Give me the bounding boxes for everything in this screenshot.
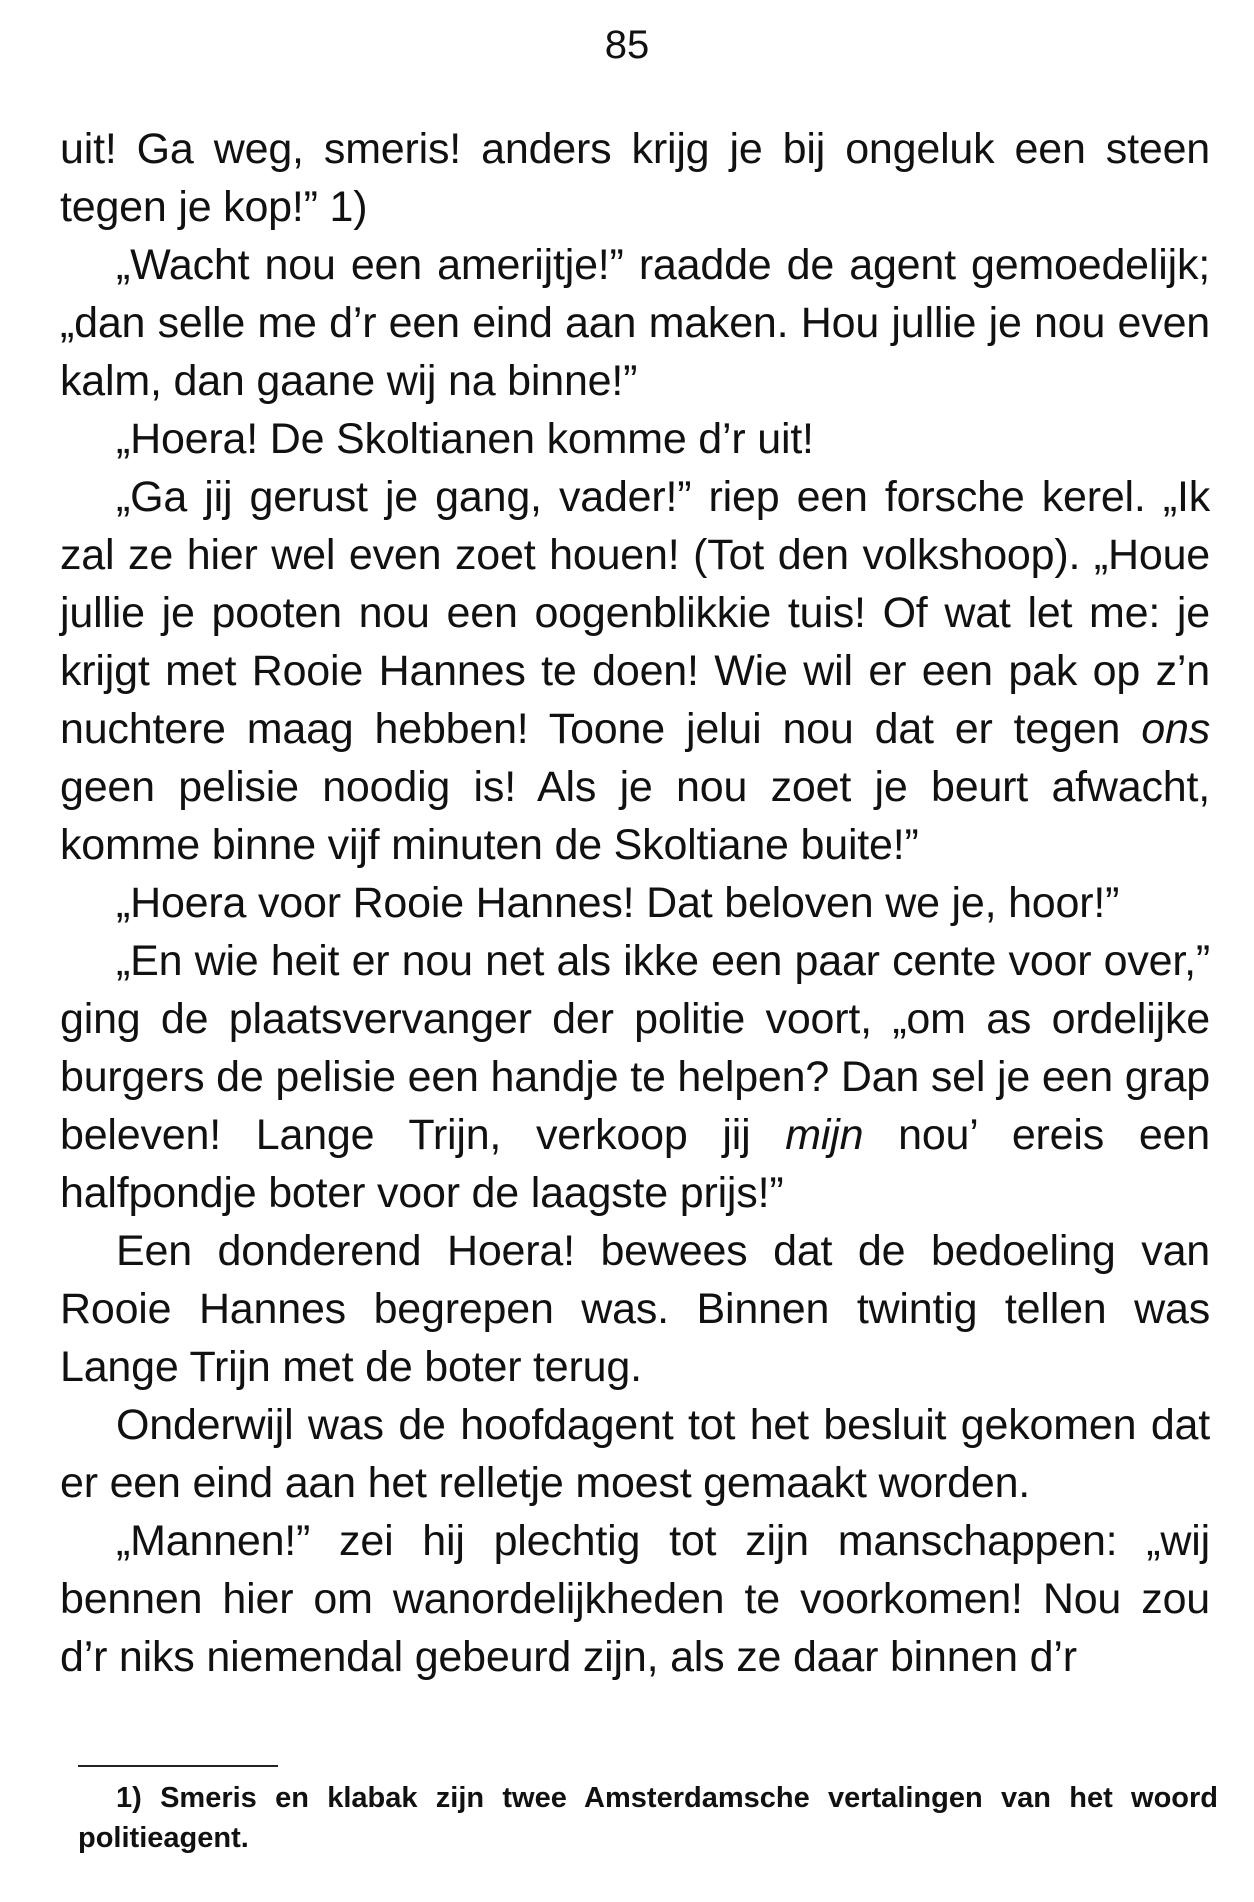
body-text — [60, 120, 1210, 1686]
paragraph — [60, 932, 1210, 1222]
paragraph-text: Onderwijl was de hoofdagent tot het besluit gekomen dat er een eind aan het relletje moest gemaakt worden. — [60, 1401, 1210, 1507]
footnote-rule — [78, 1765, 278, 1767]
paragraph — [60, 468, 1210, 874]
paragraph — [60, 236, 1210, 410]
emphasized-text: ons — [1141, 705, 1210, 753]
paragraph — [60, 1222, 1210, 1396]
paragraph-text: „Ga jij gerust je gang, vader!” riep een forsche kerel. „Ik zal ze hier wel even zoet houen! (Tot den volkshoop). „Houe jullie je pooten nou een oogenblikkie tuis! Of wat let me: je krijgt met Rooie Hannes te doen! Wie wil er een pak op z’n nuchtere maag hebben! Toone jelui nou dat er tegen — [60, 473, 1210, 753]
footnote: 1) Smeris en klabak zijn twee Amsterdamsche vertalingen van het woord politieagent. — [78, 1782, 1218, 1854]
paragraph-text: nou’ ereis een halfpondje boter voor de laagste prijs!” — [60, 1111, 1210, 1217]
page-number: 85 — [604, 23, 650, 67]
paragraph-text: geen pelisie noodig is! Als je nou zoet je beurt afwacht, komme binne vijf minuten de Skoltiane buite!” — [60, 763, 1210, 869]
paragraph — [60, 120, 1210, 236]
paragraph — [60, 410, 1210, 468]
emphasized-text: mijn — [785, 1111, 864, 1159]
paragraph-text: „Mannen!” zei hij plechtig tot zijn manschappen: „wij bennen hier om wanordelijkheden te voorkomen! Nou zou d’r niks niemendal gebeurd zijn, als ze daar binnen d’r — [60, 1517, 1210, 1681]
paragraph-text: „Wacht nou een amerijtje!” raadde de agent gemoedelijk; „dan selle me d’r een eind aan maken. Hou jullie je nou even kalm, dan gaane wij na binne!” — [60, 241, 1210, 405]
paragraph-text: „Hoera! De Skoltianen komme d’r uit! — [116, 415, 814, 463]
paragraph — [60, 1512, 1210, 1686]
paragraph — [60, 1396, 1210, 1512]
paragraph — [60, 874, 1210, 932]
paragraph-text: Een donderend Hoera! bewees dat de bedoeling van Rooie Hannes begrepen was. Binnen twintig tellen was Lange Trijn met de boter terug. — [60, 1227, 1210, 1391]
paragraph-text: „Hoera voor Rooie Hannes! Dat beloven we je, hoor!” — [116, 879, 1120, 927]
paragraph-text: „En wie heit er nou net als ikke een paar cente voor over,” ging de plaatsvervanger der politie voort, „om as ordelijke burgers de pelisie een handje te helpen? Dan sel je een grap beleven! Lange Trijn, verkoop jij — [60, 937, 1210, 1159]
paragraph-text: uit! Ga weg, smeris! anders krijg je bij ongeluk een steen tegen je kop!” 1) — [60, 125, 1210, 231]
